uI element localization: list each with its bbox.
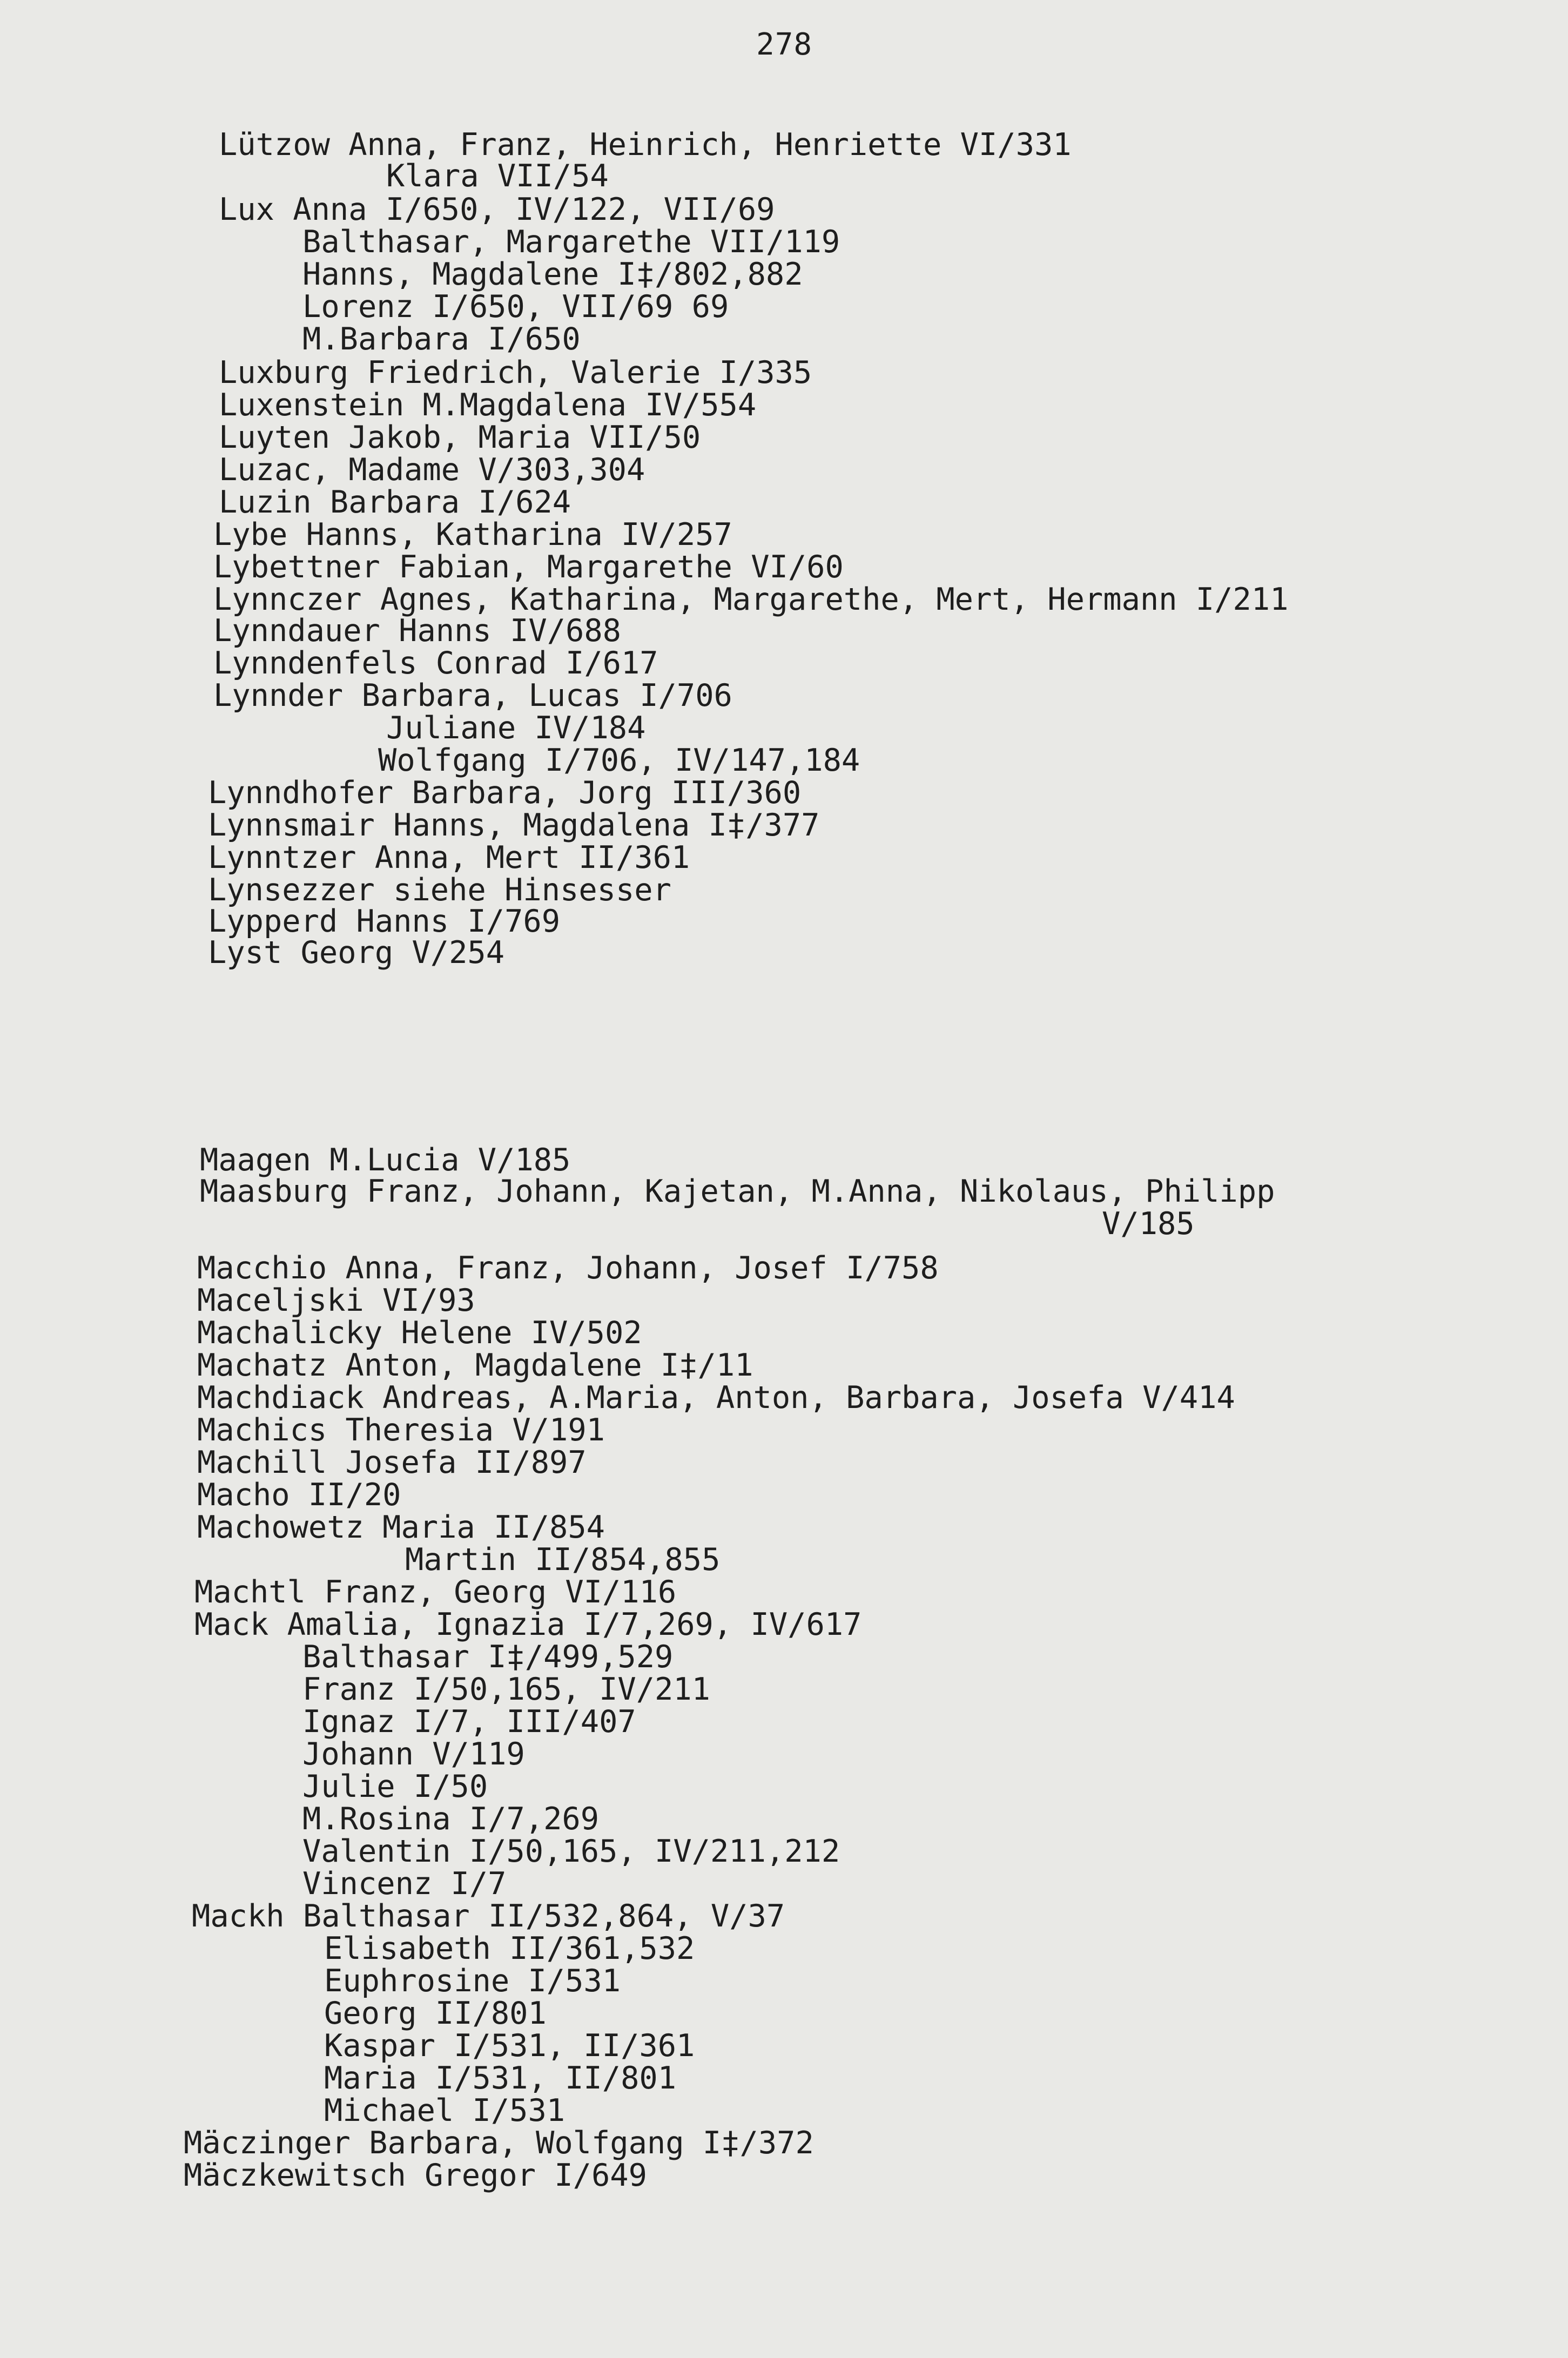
index-entry: Kaspar I/531, II/361: [324, 2028, 695, 2064]
index-entry: Luyten Jakob, Maria VII/50: [219, 420, 701, 455]
index-entry: Lybe Hanns, Katharina IV/257: [213, 517, 732, 553]
index-entry: Luzac, Madame V/303,304: [219, 452, 645, 488]
index-entry: Martin II/854,855: [405, 1542, 721, 1578]
index-entry: Lynsezzer siehe Hinsesser: [208, 872, 671, 908]
index-entry: Maagen M.Lucia V/185: [200, 1142, 571, 1178]
index-entry: Michael I/531: [324, 2093, 566, 2128]
index-entry: Lynnsmair Hanns, Magdalena I‡/377: [208, 807, 820, 843]
index-entry: Lynnczer Agnes, Katharina, Margarethe, Mert, Hermann I/211: [213, 582, 1289, 617]
index-entry: Wolfgang I/706, IV/147,184: [378, 743, 860, 778]
index-entry: Balthasar I‡/499,529: [302, 1639, 674, 1675]
index-entry: Luzin Barbara I/624: [219, 484, 571, 520]
index-entry: Lybettner Fabian, Margarethe VI/60: [213, 549, 844, 585]
index-entry: Maceljski VI/93: [197, 1283, 475, 1318]
index-entry: Valentin I/50,165, IV/211,212: [302, 1834, 840, 1869]
index-entry: Macchio Anna, Franz, Johann, Josef I/758: [197, 1250, 939, 1286]
index-entry: Mäczinger Barbara, Wolfgang I‡/372: [184, 2125, 814, 2161]
index-entry: Lynndenfels Conrad I/617: [213, 645, 658, 681]
index-entry: Mack Amalia, Ignazia I/7,269, IV/617: [194, 1607, 862, 1642]
index-entry: Georg II/801: [324, 1996, 547, 2031]
index-entry: Lynndauer Hanns IV/688: [213, 613, 621, 649]
index-entry: Luxburg Friedrich, Valerie I/335: [219, 355, 812, 390]
index-entry: Lorenz I/650, VII/69 69: [302, 289, 729, 325]
index-entry: Machatz Anton, Magdalene I‡/11: [197, 1348, 753, 1383]
index-entry: Julie I/50: [302, 1769, 488, 1804]
index-entry: Lux Anna I/650, IV/122, VII/69: [219, 192, 775, 227]
index-entry: Lützow Anna, Franz, Heinrich, Henriette VI/331: [219, 127, 1072, 163]
index-entry: Maria I/531, II/801: [324, 2060, 677, 2096]
index-entry: Juliane IV/184: [386, 710, 646, 746]
index-entry: Lynnder Barbara, Lucas I/706: [213, 678, 732, 713]
index-entry: Elisabeth II/361,532: [324, 1931, 695, 1966]
index-entry: V/185: [1102, 1206, 1195, 1242]
index-entry: Franz I/50,165, IV/211: [302, 1672, 710, 1707]
index-entry: Luxenstein M.Magdalena IV/554: [219, 387, 757, 423]
index-entry: Machill Josefa II/897: [197, 1445, 587, 1480]
index-entry: Ignaz I/7, III/407: [302, 1704, 636, 1740]
index-entry: Vincenz I/7: [302, 1866, 507, 1902]
index-entry: Lynntzer Anna, Mert II/361: [208, 840, 690, 875]
index-entry: Maasburg Franz, Johann, Kajetan, M.Anna, Nikolaus, Philipp: [200, 1174, 1275, 1209]
index-entry: Hanns, Magdalene I‡/802,882: [302, 257, 803, 292]
index-entry: Machics Theresia V/191: [197, 1412, 605, 1448]
index-entry: Klara VII/54: [386, 158, 609, 194]
index-entry: Mackh Balthasar II/532,864, V/37: [192, 1898, 785, 1934]
index-entry: Machtl Franz, Georg VI/116: [194, 1574, 677, 1610]
index-entry: Machalicky Helene IV/502: [197, 1315, 642, 1351]
index-entry: Johann V/119: [302, 1736, 525, 1772]
page-number: 278: [756, 27, 813, 62]
index-entry: Lynndhofer Barbara, Jorg III/360: [208, 775, 802, 811]
index-entry: Machowetz Maria II/854: [197, 1510, 605, 1545]
name-index-list: [178, 113, 1503, 2336]
index-entry: Euphrosine I/531: [324, 1963, 621, 1999]
index-entry: Lyst Georg V/254: [208, 935, 505, 971]
index-entry: Balthasar, Margarethe VII/119: [302, 224, 840, 260]
index-entry: M.Rosina I/7,269: [302, 1801, 600, 1837]
index-entry: Mäczkewitsch Gregor I/649: [184, 2158, 647, 2193]
index-entry: Machdiack Andreas, A.Maria, Anton, Barbara, Josefa V/414: [197, 1380, 1235, 1416]
index-entry: M.Barbara I/650: [302, 321, 581, 357]
index-entry: Macho II/20: [197, 1477, 401, 1513]
index-entry: Lypperd Hanns I/769: [208, 904, 561, 939]
